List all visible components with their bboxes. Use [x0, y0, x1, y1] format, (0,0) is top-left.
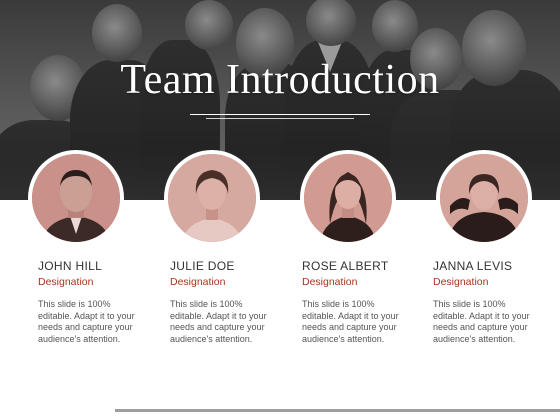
- member-designation: Designation: [302, 276, 358, 288]
- avatar: [304, 154, 392, 242]
- avatar-ring: [28, 150, 124, 246]
- title-underline-secondary: [206, 118, 354, 119]
- person-portrait-icon: [168, 154, 256, 242]
- member-name: JANNA LEVIS: [433, 259, 513, 273]
- member-designation: Designation: [170, 276, 226, 288]
- team-member-card: [433, 259, 543, 345]
- person-portrait-icon: [304, 154, 392, 242]
- title-underline: [190, 114, 370, 115]
- team-member-card: [302, 259, 412, 345]
- team-member-card: [170, 259, 280, 345]
- member-designation: Designation: [38, 276, 94, 288]
- page-title: Team Introduction: [120, 57, 440, 103]
- crowd-figure: [92, 4, 142, 62]
- member-description: This slide is 100% editable. Adapt it to your needs and capture your audience's attention.: [302, 299, 399, 344]
- team-member-card: [38, 259, 148, 345]
- person-portrait-icon: [440, 154, 528, 242]
- avatar: [168, 154, 256, 242]
- member-name: ROSE ALBERT: [302, 259, 389, 273]
- avatar-ring: [436, 150, 532, 246]
- crowd-figure: [306, 0, 356, 46]
- crowd-figure: [185, 0, 233, 50]
- member-name: JOHN HILL: [38, 259, 103, 273]
- member-description: This slide is 100% editable. Adapt it to your needs and capture your audience's attention.: [170, 299, 267, 344]
- member-name: JULIE DOE: [170, 259, 235, 273]
- member-designation: Designation: [433, 276, 489, 288]
- avatar-ring: [164, 150, 260, 246]
- avatar-ring: [300, 150, 396, 246]
- avatar: [32, 154, 120, 242]
- member-description: This slide is 100% editable. Adapt it to your needs and capture your audience's attention.: [433, 299, 530, 344]
- footer-bar: [115, 409, 560, 412]
- crowd-figure: [372, 0, 418, 52]
- member-description: This slide is 100% editable. Adapt it to your needs and capture your audience's attention.: [38, 299, 135, 344]
- avatar: [440, 154, 528, 242]
- person-portrait-icon: [32, 154, 120, 242]
